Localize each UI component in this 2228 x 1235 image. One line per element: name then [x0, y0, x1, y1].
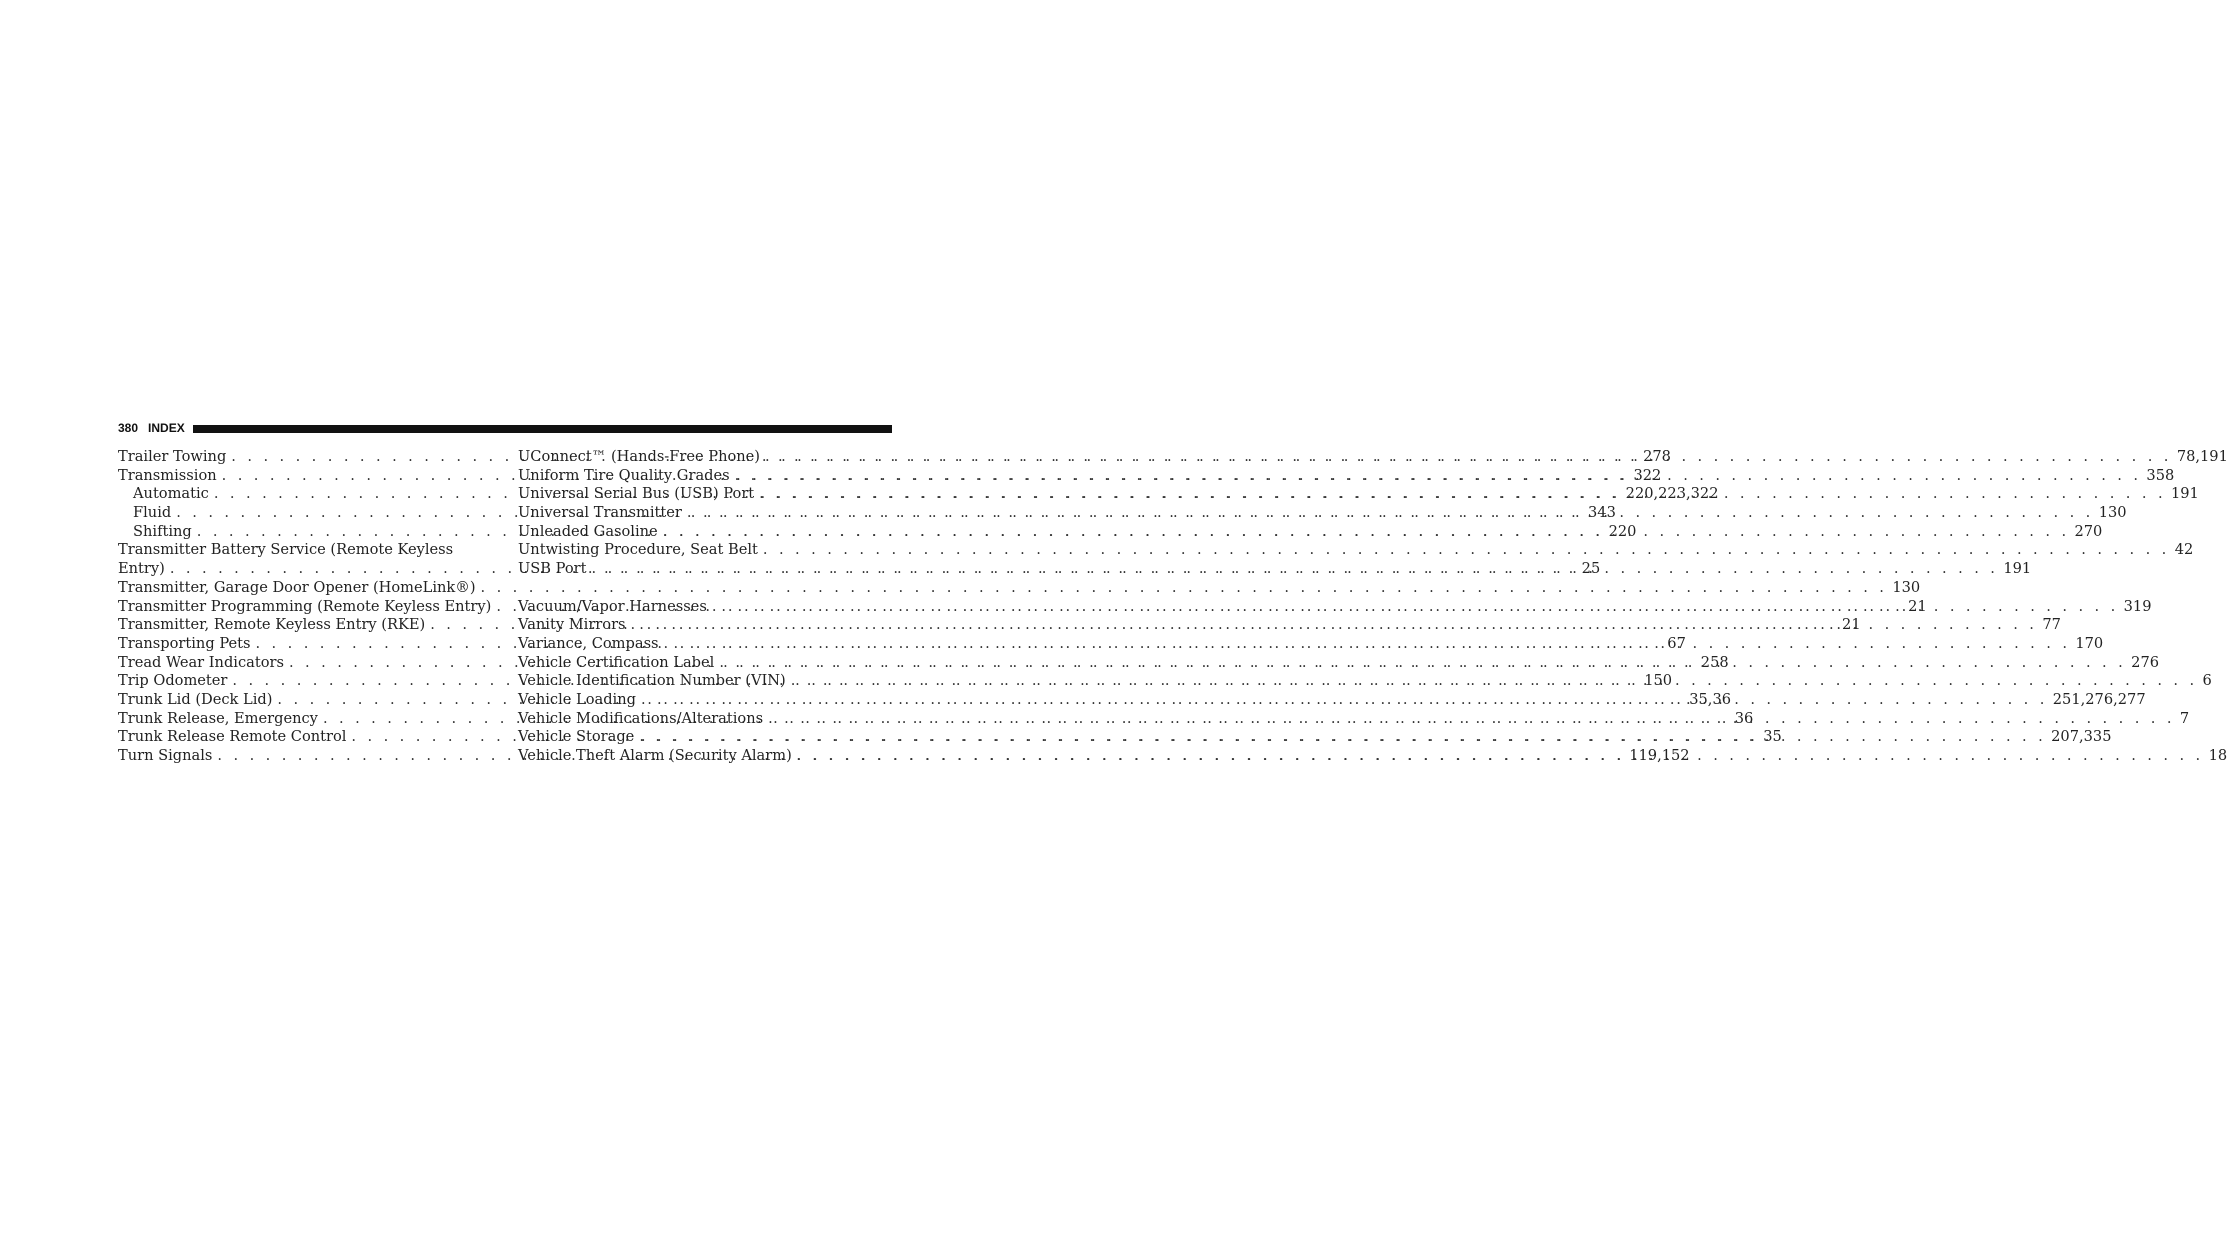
entry-page: 130	[1892, 578, 1921, 596]
leader-dots	[758, 541, 2175, 560]
entry-page: 207,335	[2051, 728, 2112, 746]
leader-dots	[659, 635, 2076, 654]
entry-label: Fluid	[133, 504, 172, 522]
index-entry	[518, 541, 2194, 560]
entry-page: 278	[1643, 448, 1671, 465]
running-header	[118, 420, 892, 436]
entry-label: Vehicle Certification Label	[518, 653, 715, 671]
entry-page: 343	[1588, 504, 1616, 522]
index-entry	[518, 728, 2112, 747]
entry-page: 35,36	[1689, 690, 1732, 708]
leader-dots	[658, 523, 2075, 542]
entry-page: 220,223,322	[1625, 485, 1719, 503]
entry-page: 191	[2170, 485, 2199, 503]
entry-label: Transporting Pets	[118, 634, 251, 652]
entry-label: Universal Serial Bus (USB) Port	[518, 485, 755, 503]
leader-dots	[714, 654, 2131, 673]
letter-group-gap	[518, 579, 892, 598]
entry-label: Vehicle Modifications/Alterations	[518, 709, 764, 727]
entry-label: Trunk Release, Emergency	[118, 709, 318, 727]
entry-page: 21	[1908, 597, 1927, 615]
entry-page: 6	[2202, 672, 2212, 690]
entry-page: 35	[1763, 728, 1782, 746]
entry-label: Transmitter Battery Service (Remote Keyless	[118, 541, 454, 559]
entry-label: Trunk Release Remote Control	[118, 728, 347, 746]
entry-label: Transmission	[118, 466, 217, 484]
entry-label: Vehicle Identification Number (VIN)	[518, 672, 786, 690]
leader-dots	[682, 504, 2099, 523]
leader-dots	[792, 747, 2209, 766]
section-title: INDEX	[148, 421, 185, 435]
entry-page: 21	[1842, 616, 1861, 634]
entry-label: Trunk Lid (Deck Lid)	[118, 690, 273, 708]
entry-page: 191	[2003, 560, 2032, 578]
entry-page: 322	[1633, 466, 1662, 484]
leader-dots	[707, 598, 2124, 617]
leader-dots	[760, 448, 2177, 467]
entry-page: 319	[2123, 597, 2152, 615]
entry-page: 170	[2075, 634, 2104, 652]
entry-label: Vehicle Theft Alarm (Security Alarm)	[518, 747, 792, 764]
entry-label: Vehicle Loading	[518, 690, 636, 708]
leader-dots	[626, 616, 2043, 635]
entry-page: 251,276,277	[2052, 690, 2146, 708]
entry-label: Unleaded Gasoline	[518, 522, 658, 540]
entry-label: Untwisting Procedure, Seat Belt	[518, 541, 758, 559]
entry-label: Entry)	[118, 560, 165, 578]
leader-dots	[763, 710, 2180, 729]
entry-page: 220	[1608, 522, 1637, 540]
entry-page: 150	[1644, 672, 1673, 690]
entry-label: USB Port	[518, 560, 587, 578]
entry-page: 7	[2179, 709, 2190, 727]
entry-label: Uniform Tire Quality Grades	[518, 466, 730, 484]
leader-dots	[754, 485, 2171, 504]
entry-page: 25	[1581, 560, 1601, 578]
entry-label: Tread Wear Indicators	[118, 653, 284, 671]
entry-label: Trailer Towing	[118, 448, 227, 465]
entry-page: 77	[2042, 616, 2061, 634]
entry-label: Transmitter Programming (Remote Keyless Entry)	[118, 597, 492, 615]
entry-label: Vacuum/Vapor Harnesses	[518, 597, 707, 615]
entry-page: 358	[2146, 466, 2175, 484]
entry-label: Vanity Mirrors	[518, 616, 626, 634]
leader-dots	[730, 467, 2147, 486]
entry-label: Universal Transmitter	[518, 504, 682, 522]
entry-label: Transmitter, Remote Keyless Entry (RKE)	[118, 616, 426, 634]
entry-page: 36	[1734, 709, 1754, 727]
entry-label: Turn Signals	[118, 747, 213, 764]
entry-label: Trip Odometer	[118, 672, 228, 690]
entry-page: 78,191	[2176, 448, 2228, 465]
entry-label: Automatic	[133, 485, 209, 503]
entry-page: 276	[2131, 653, 2160, 671]
entry-page: 258	[1700, 653, 1729, 671]
entry-page: 119,152	[1629, 747, 1690, 764]
leader-dots	[587, 560, 2004, 579]
entry-label: Variance, Compass	[518, 634, 659, 652]
entry-page: 270	[2074, 522, 2103, 540]
leader-dots	[636, 691, 2053, 710]
entry-page: 18	[2208, 747, 2228, 764]
entry-page: 42	[2174, 541, 2194, 559]
entry-label: UConnect™ (Hands-Free Phone)	[518, 448, 760, 465]
index-entry	[118, 541, 492, 560]
entry-page: 67	[1667, 634, 1686, 652]
entry-page: 130	[2098, 504, 2127, 522]
leader-dots	[634, 728, 2051, 747]
header-rule	[193, 425, 892, 433]
leader-dots	[786, 672, 2203, 691]
page-number: 380	[118, 421, 139, 435]
entry-label: Shifting	[133, 522, 192, 540]
index-entry	[118, 578, 1921, 598]
entry-label: Vehicle Storage	[518, 728, 635, 746]
entry-label: Transmitter, Garage Door Opener (HomeLink®)	[118, 578, 476, 596]
